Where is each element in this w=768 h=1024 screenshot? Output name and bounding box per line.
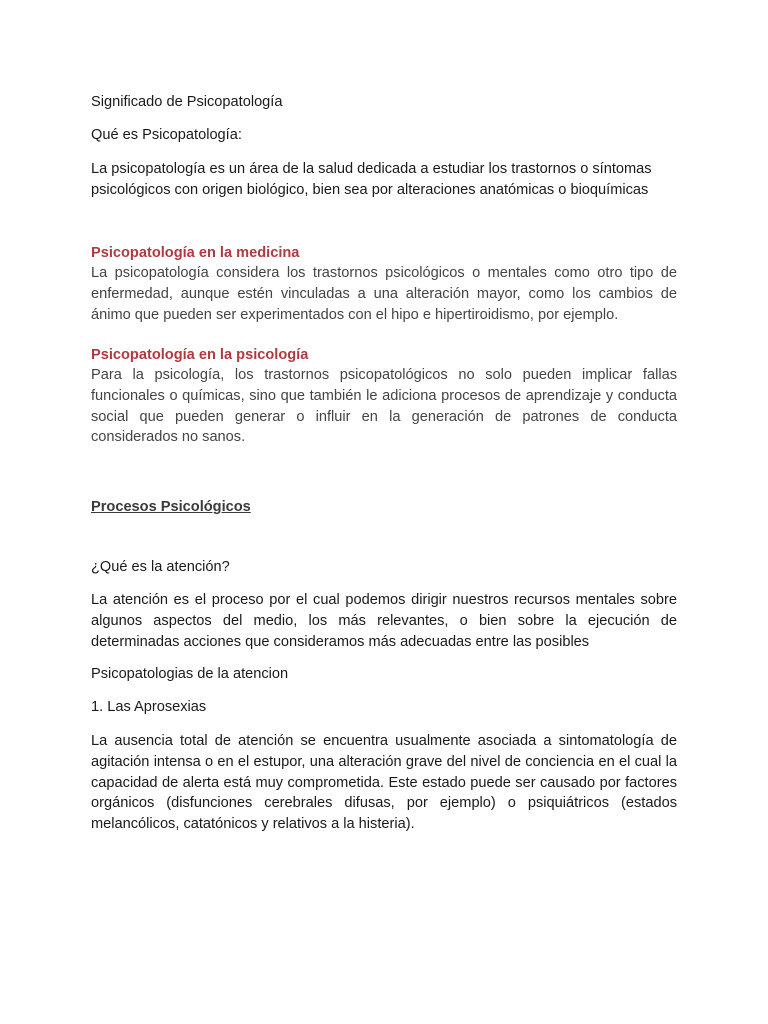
question-heading: Qué es Psicopatología:	[91, 127, 242, 143]
atencion-paragraph: La atención es el proceso por el cual podemos dirigir nuestros recursos mentales sobre algunos aspectos del medio, los más relevantes, o bien sobre la ejecución de determinadas acciones que consideramos más adecuadas entre las posibles	[91, 592, 677, 650]
psicologia-heading: Psicopatología en la psicología	[91, 347, 309, 363]
medicina-paragraph: La psicopatología considera los trastornos psicológicos o mentales como otro tipo de enfermedad, aunque estén vinculadas a una alteración mayor, como los cambios de ánimo que pueden ser experimentados con el hipo e hipertiroidismo, por ejemplo.	[91, 265, 677, 323]
atencion-subheading: Psicopatologias de la atencion	[91, 666, 289, 682]
document-title: Significado de Psicopatología	[91, 94, 283, 110]
list-item-aprosexias: 1. Las Aprosexias	[91, 699, 207, 715]
procesos-heading: Procesos Psicológicos	[91, 499, 251, 515]
medicina-heading: Psicopatología en la medicina	[91, 245, 300, 261]
definition-paragraph: La psicopatología es un área de la salud dedicada a estudiar los trastornos o síntomas psicológicos con origen biológico, bien sea por alteraciones anatómicas o bioquímicas	[91, 161, 652, 198]
atencion-question: ¿Qué es la atención?	[91, 559, 230, 575]
psicologia-paragraph: Para la psicología, los trastornos psicopatológicos no solo pueden implicar fallas funcionales o químicas, sino que también le adiciona procesos de aprendizaje y conducta social que pueden generar o influir en la generación de patrones de conducta considerados no sanos.	[91, 367, 677, 446]
aprosexias-paragraph: La ausencia total de atención se encuentra usualmente asociada a sintomatología de agitación intensa o en el estupor, una alteración grave del nivel de conciencia en el cual la capacidad de alerta está muy comprometida. Este estado puede ser causado por factores orgánicos (disfunciones cerebrales difusas, por ejemplo) o psiquiátricos (estados melancólicos, catatónicos y relativos a la histeria).	[91, 733, 677, 833]
